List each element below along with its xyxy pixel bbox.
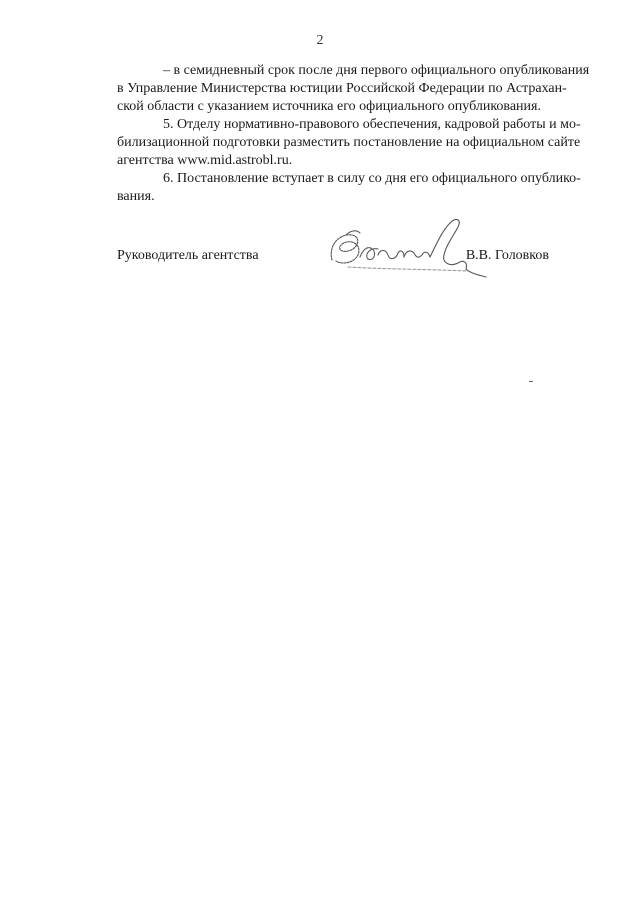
paragraph-item-6 <box>117 170 581 206</box>
text-line: 5. Отделу нормативно-правового обеспечения, кадровой работы и мо- <box>163 117 581 132</box>
signatory-position: Руководитель агентства <box>117 248 259 263</box>
scan-artifact <box>529 381 533 382</box>
text-line: вания. <box>117 189 155 204</box>
text-line: – в семидневный срок после дня первого официального опубликования <box>163 63 590 78</box>
paragraph-publication-notice <box>117 62 590 116</box>
text-line: ской области с указанием источника его официального опубликования. <box>117 99 541 114</box>
text-line: в Управление Министерства юстиции Российской Федерации по Астрахан- <box>117 81 567 96</box>
paragraph-item-5 <box>117 116 581 170</box>
page-number: 2 <box>316 33 324 48</box>
text-line: билизационной подготовки разместить постановление на официальном сайте <box>117 135 581 150</box>
text-line: агентства www.mid.astrobl.ru. <box>117 153 293 168</box>
document-body <box>117 62 590 206</box>
signatory-name: В.В. Головков <box>465 248 549 263</box>
handwritten-signature <box>318 205 493 285</box>
text-line: 6. Постановление вступает в силу со дня его официального опублико- <box>163 171 581 186</box>
